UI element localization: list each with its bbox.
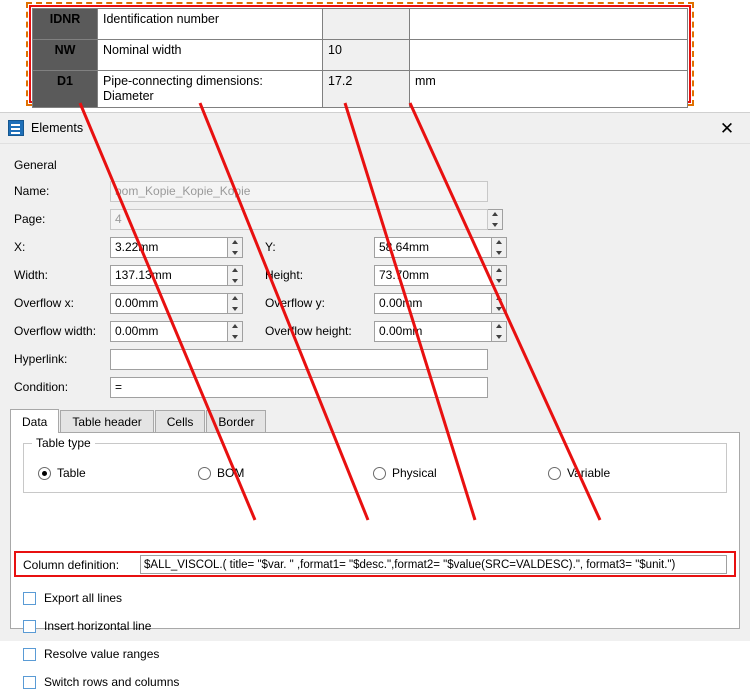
preview-table xyxy=(32,8,688,108)
radio-physical-label: Physical xyxy=(392,466,437,480)
radio-table-indicator xyxy=(38,467,51,480)
elements-dialog xyxy=(0,112,750,689)
width-stepper[interactable] xyxy=(228,265,243,286)
general-section xyxy=(10,152,740,400)
row-unit-nw xyxy=(410,40,688,71)
overflow-y-stepper[interactable] xyxy=(492,293,507,314)
y-label: Y: xyxy=(265,240,276,254)
overflow-height-field[interactable]: 0.00mm xyxy=(374,321,492,342)
row-description-d1-line2: Diameter xyxy=(103,89,154,103)
radio-physical[interactable] xyxy=(373,466,548,480)
width-height-row xyxy=(10,262,740,288)
width-label: Width: xyxy=(14,268,49,282)
hyperlink-row xyxy=(10,346,740,372)
overflow-height-label: Overflow height: xyxy=(265,324,352,338)
checkbox-export-all-lines[interactable] xyxy=(23,591,122,605)
page-stepper[interactable] xyxy=(488,209,503,230)
condition-label: Condition: xyxy=(14,380,69,394)
elements-icon xyxy=(8,120,24,136)
data-tab-panel xyxy=(10,433,740,689)
tab-border[interactable]: Border xyxy=(206,410,266,432)
row-unit-idnr xyxy=(410,9,688,40)
overflow-width-label: Overflow width: xyxy=(14,324,97,338)
general-legend: General xyxy=(14,158,57,172)
checkbox-insert-horizontal-line-box xyxy=(23,620,36,633)
dialog-title: Elements xyxy=(31,121,84,135)
table-row xyxy=(33,40,688,71)
radio-variable-label: Variable xyxy=(567,466,611,480)
hyperlink-label: Hyperlink: xyxy=(14,352,68,366)
table-type-legend: Table type xyxy=(32,436,95,450)
row-value-idnr xyxy=(323,9,410,40)
radio-table[interactable] xyxy=(38,466,198,480)
checkbox-resolve-value-ranges-box xyxy=(23,648,36,661)
y-stepper[interactable] xyxy=(492,237,507,258)
radio-bom-indicator xyxy=(198,467,211,480)
checkbox-resolve-value-ranges-label: Resolve value ranges xyxy=(44,647,160,661)
checkbox-resolve-value-ranges[interactable] xyxy=(23,647,159,661)
checkbox-insert-horizontal-line[interactable] xyxy=(23,619,151,633)
overflow-height-stepper[interactable] xyxy=(492,321,507,342)
row-key-d1: D1 xyxy=(33,71,98,108)
x-label: X: xyxy=(14,240,26,254)
checkbox-export-all-lines-label: Export all lines xyxy=(44,591,123,605)
checkbox-switch-rows-and-columns[interactable] xyxy=(23,675,179,689)
height-label: Height: xyxy=(265,268,304,282)
radio-variable[interactable] xyxy=(548,466,610,480)
tab-bar xyxy=(10,408,740,433)
dialog-title-bar xyxy=(0,113,750,144)
row-key-idnr: IDNR xyxy=(33,9,98,40)
close-icon[interactable]: ✕ xyxy=(719,118,735,138)
overflow-x-field[interactable]: 0.00mm xyxy=(110,293,228,314)
row-description-idnr: Identification number xyxy=(98,9,323,40)
name-row xyxy=(10,178,740,204)
overflow-xy-row xyxy=(10,290,740,316)
radio-bom-label: BOM xyxy=(217,466,245,480)
tab-cells[interactable]: Cells xyxy=(155,410,206,432)
name-label: Name: xyxy=(14,184,50,198)
row-unit-d1: mm xyxy=(410,71,688,108)
table-row xyxy=(33,71,688,108)
overflow-width-field[interactable]: 0.00mm xyxy=(110,321,228,342)
row-description-d1-line1: Pipe-connecting dimensions: xyxy=(103,74,263,88)
radio-physical-indicator xyxy=(373,467,386,480)
condition-field[interactable]: = xyxy=(110,377,488,398)
height-stepper[interactable] xyxy=(492,265,507,286)
y-field[interactable]: 58.64mm xyxy=(374,237,492,258)
table-preview-region xyxy=(0,0,750,112)
column-definition-row xyxy=(23,555,727,574)
table-type-radio-row xyxy=(24,466,726,480)
row-value-d1: 17.2 xyxy=(323,71,410,108)
row-description-d1 xyxy=(98,71,323,108)
overflow-width-stepper[interactable] xyxy=(228,321,243,342)
radio-bom[interactable] xyxy=(198,466,373,480)
condition-row xyxy=(10,374,740,400)
overflow-x-label: Overflow x: xyxy=(14,296,75,310)
radio-table-label: Table xyxy=(57,466,86,480)
overflow-y-label: Overflow y: xyxy=(265,296,326,310)
width-field[interactable]: 137.13mm xyxy=(110,265,228,286)
row-key-nw: NW xyxy=(33,40,98,71)
height-field[interactable]: 73.70mm xyxy=(374,265,492,286)
checkbox-switch-rows-and-columns-box xyxy=(23,676,36,689)
tab-data[interactable]: Data xyxy=(10,409,59,433)
tab-table-header[interactable]: Table header xyxy=(60,410,153,432)
table-type-group xyxy=(23,436,727,493)
checkbox-insert-horizontal-line-label: Insert horizontal line xyxy=(44,619,152,633)
page-field[interactable]: 4 xyxy=(110,209,488,230)
checkbox-switch-rows-and-columns-label: Switch rows and columns xyxy=(44,675,180,689)
hyperlink-field[interactable] xyxy=(110,349,488,370)
row-description-nw: Nominal width xyxy=(98,40,323,71)
row-value-nw: 10 xyxy=(323,40,410,71)
x-y-row xyxy=(10,234,740,260)
page-label: Page: xyxy=(14,212,46,226)
name-field[interactable]: bom_Kopie_Kopie_Kopie xyxy=(110,181,488,202)
checkbox-export-all-lines-box xyxy=(23,592,36,605)
overflow-x-stepper[interactable] xyxy=(228,293,243,314)
page-row xyxy=(10,206,740,232)
table-row xyxy=(33,9,688,40)
radio-variable-indicator xyxy=(548,467,561,480)
overflow-y-field[interactable]: 0.00mm xyxy=(374,293,492,314)
column-definition-input[interactable]: $ALL_VISCOL.( title= "$var. " ,format1= "$desc.",format2= "$value(SRC=VALDESC).", format3= "$unit.") xyxy=(140,555,727,574)
column-definition-label: Column definition: xyxy=(23,557,120,572)
overflow-size-row xyxy=(10,318,740,344)
x-stepper[interactable] xyxy=(228,237,243,258)
x-field[interactable]: 3.22mm xyxy=(110,237,228,258)
